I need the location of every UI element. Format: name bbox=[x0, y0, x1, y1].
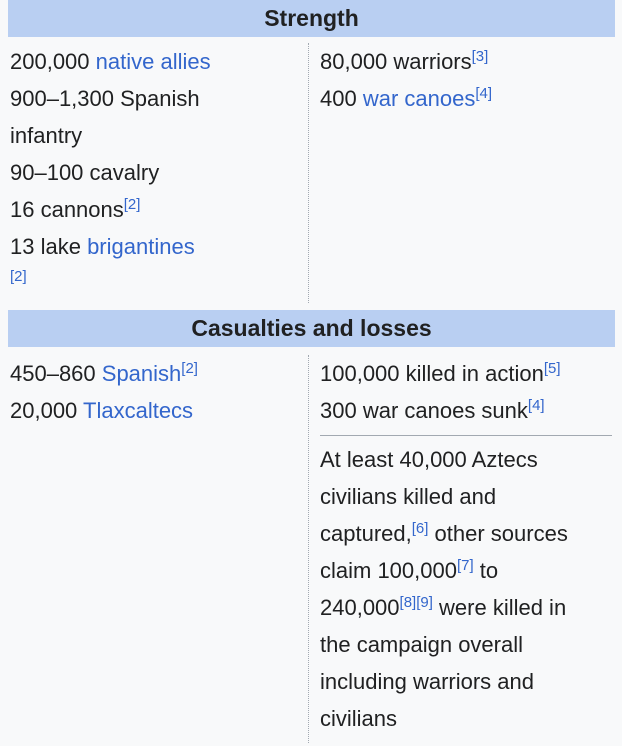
citation-link[interactable]: [7] bbox=[456, 557, 474, 574]
casualties-left-line-2 bbox=[10, 392, 300, 429]
war-canoes-count: 400 bbox=[320, 86, 363, 111]
civilian-line-3 bbox=[320, 515, 612, 552]
strength-left-line-5 bbox=[10, 191, 300, 228]
civilian-line-1: At least 40,000 Aztecs bbox=[320, 447, 538, 472]
civilian-casualties-paragraph bbox=[320, 441, 612, 737]
tlaxcaltecs-link[interactable]: Tlaxcaltecs bbox=[83, 398, 194, 423]
strength-left-column bbox=[10, 43, 300, 289]
casualties-heading: Casualties and losses bbox=[191, 315, 432, 341]
spanish-infantry-text: 900–1,300 Spanish bbox=[10, 86, 200, 111]
strength-heading: Strength bbox=[264, 5, 359, 31]
casualties-header bbox=[8, 310, 615, 347]
civilian-line-4 bbox=[320, 552, 612, 589]
strength-left-line-6 bbox=[10, 228, 300, 265]
casualties-left-column bbox=[10, 355, 300, 429]
civilian-line-6: the campaign overall bbox=[320, 632, 524, 657]
native-allies-count: 200,000 bbox=[10, 49, 96, 74]
spanish-infantry-text-cont: infantry bbox=[10, 123, 83, 148]
citation-link[interactable]: [6] bbox=[411, 520, 429, 537]
citation-link[interactable]: [4] bbox=[475, 85, 493, 102]
cavalry-text: 90–100 cavalry bbox=[10, 160, 160, 185]
casualties-right-line-1 bbox=[320, 355, 612, 392]
civilian-text: were killed in bbox=[432, 595, 567, 620]
casualties-right-column bbox=[320, 355, 612, 429]
citation-link[interactable]: [8] bbox=[399, 594, 417, 611]
civilian-line-2: civilians killed and bbox=[320, 484, 497, 509]
strength-right-line-2 bbox=[320, 80, 612, 117]
citation-link[interactable]: [2] bbox=[181, 360, 198, 377]
cannons-text: 16 cannons bbox=[10, 197, 124, 222]
citation-link[interactable]: [9] bbox=[416, 594, 433, 611]
canoes-sunk-text: 300 war canoes sunk bbox=[320, 398, 528, 423]
casualties-left-line-1 bbox=[10, 355, 300, 392]
brigantines-count: 13 lake bbox=[10, 234, 88, 259]
strength-header bbox=[8, 0, 615, 37]
civilian-line-5 bbox=[320, 589, 612, 626]
citation-link[interactable]: [4] bbox=[527, 397, 545, 414]
tlaxcaltecs-count: 20,000 bbox=[10, 398, 84, 423]
war-canoes-link[interactable]: war canoes bbox=[362, 86, 476, 111]
brigantines-link[interactable]: brigantines bbox=[87, 234, 195, 259]
killed-in-action-text: 100,000 killed in action bbox=[320, 361, 544, 386]
casualties-right-line-2 bbox=[320, 392, 612, 429]
strength-right-column bbox=[320, 43, 612, 117]
strength-column-divider bbox=[308, 43, 309, 303]
citation-link[interactable]: [3] bbox=[471, 48, 489, 65]
civilian-text: other sources bbox=[428, 521, 568, 546]
spanish-casualties-count: 450–860 bbox=[10, 361, 102, 386]
strength-right-line-1 bbox=[320, 43, 612, 80]
civilian-text: to bbox=[473, 558, 499, 583]
warriors-text: 80,000 warriors bbox=[320, 49, 472, 74]
civilian-text: 240,000 bbox=[320, 595, 400, 620]
citation-link[interactable]: [5] bbox=[543, 360, 561, 377]
citation-link[interactable]: [2] bbox=[10, 268, 27, 285]
civilian-text: claim 100,000 bbox=[320, 558, 457, 583]
civilian-line-7: including warriors and bbox=[320, 669, 534, 694]
strength-left-line-7 bbox=[10, 265, 300, 289]
strength-left-line-1 bbox=[10, 43, 300, 80]
civilian-text: captured, bbox=[320, 521, 412, 546]
casualties-right-separator bbox=[320, 435, 612, 436]
casualties-column-divider bbox=[308, 355, 309, 743]
spanish-link[interactable]: Spanish bbox=[101, 361, 182, 386]
citation-link[interactable]: [2] bbox=[123, 196, 141, 213]
civilian-line-8: civilians bbox=[320, 706, 398, 731]
native-allies-link[interactable]: native allies bbox=[95, 49, 211, 74]
